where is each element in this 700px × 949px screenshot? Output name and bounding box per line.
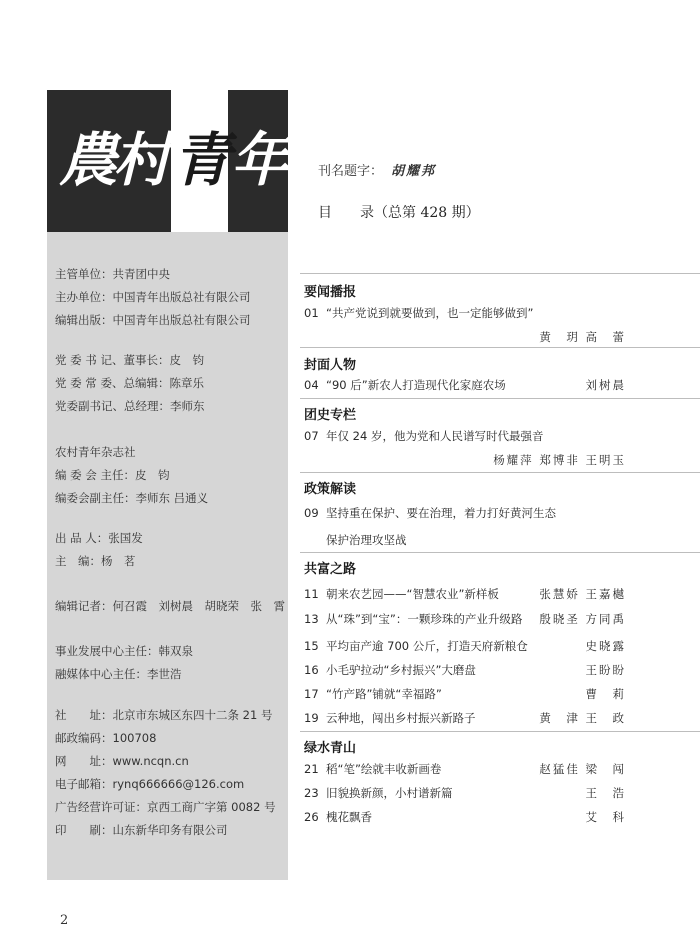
info-line: 编辑记者：何召霞 刘树晨 胡晓荣 张 霄 (55, 599, 285, 613)
entry-page: 26 (304, 810, 319, 824)
section-divider (300, 552, 700, 553)
toc-entry[interactable] (304, 638, 528, 654)
info-line: 党委副书记、总经理：李师东 (55, 399, 205, 413)
masthead-char-2: 村 (113, 126, 172, 194)
toc-entry[interactable] (304, 662, 476, 678)
toc-entry[interactable] (304, 586, 499, 602)
info-line: 编辑出版：中国青年出版总社有限公司 (55, 313, 251, 327)
entry-title: 稻“笔”绘就丰收新画卷 (326, 762, 442, 776)
entry-page: 21 (304, 762, 319, 776)
entry-author: 黄 玥 高 蕾 (539, 330, 626, 344)
entry-page: 15 (304, 639, 319, 653)
info-line: 主办单位：中国青年出版总社有限公司 (55, 290, 251, 304)
toc-entry[interactable] (304, 305, 533, 321)
toc-entry[interactable] (304, 710, 476, 726)
entry-title: 平均亩产逾 700 公斤，打造天府新粮仓 (326, 639, 528, 653)
section-divider (300, 472, 700, 473)
toc-heading-left: 目 (318, 205, 332, 221)
entry-page: 01 (304, 306, 319, 320)
info-line: 编 委 会 主任：皮 钧 (55, 468, 170, 482)
info-line: 网 址：www.ncqn.cn (55, 754, 189, 768)
section-title: 共富之路 (304, 562, 357, 577)
toc-entry[interactable] (304, 761, 441, 777)
toc-entry[interactable] (304, 785, 453, 801)
entry-title: 坚持重在保护、要在治理，着力打好黄河生态 (326, 506, 556, 520)
entry-page: 11 (304, 587, 319, 601)
info-line: 印 刷：山东新华印务有限公司 (55, 823, 228, 837)
entry-author: 殷晓圣 方同禹 (539, 612, 626, 626)
masthead-char-4: 年 (231, 126, 290, 194)
entry-title: 云种地，闯出乡村振兴新路子 (326, 711, 476, 725)
section-divider (300, 731, 700, 732)
info-line: 社 址：北京市东城区东四十二条 21 号 (55, 708, 273, 722)
section-divider (300, 347, 700, 348)
entry-title: 从“珠”到“宝”：一颗珍珠的产业升级路 (326, 612, 523, 626)
toc-entry[interactable] (304, 611, 522, 627)
section-divider (300, 398, 700, 399)
entry-author: 王 浩 (585, 786, 626, 800)
info-line: 党 委 常 委、总编辑：陈章乐 (55, 376, 204, 390)
entry-title: 小毛驴拉动“乡村振兴”大磨盘 (326, 663, 476, 677)
masthead-char-3: 青 (173, 126, 232, 194)
toc-entry[interactable] (304, 505, 556, 521)
info-line: 主 编：杨 茗 (55, 554, 136, 568)
entry-author: 史晓露 (585, 639, 626, 653)
entry-page: 23 (304, 786, 319, 800)
entry-title-continued: 保护治理攻坚战 (326, 533, 407, 547)
section-title: 绿水青山 (304, 741, 357, 756)
entry-page: 17 (304, 687, 319, 701)
section-title: 封面人物 (304, 358, 357, 373)
entry-author: 杨耀萍 郑博非 王明玉 (493, 453, 626, 467)
info-line: 农村青年杂志社 (55, 445, 136, 459)
entry-author: 曹 莉 (585, 687, 626, 701)
entry-author: 张慧娇 王嘉樾 (539, 587, 626, 601)
section-divider (300, 273, 700, 274)
section-title: 要闻播报 (304, 285, 357, 300)
entry-page: 04 (304, 378, 319, 392)
entry-author: 黄 津 王 政 (539, 711, 626, 725)
info-line: 融媒体中心主任：李世浩 (55, 667, 182, 681)
toc-entry[interactable] (304, 428, 543, 444)
info-line: 事业发展中心主任：韩双泉 (55, 644, 193, 658)
section-title: 政策解读 (304, 482, 357, 497)
calligraphy-signature: 胡耀邦 (391, 164, 437, 179)
info-line: 邮政编码：100708 (55, 731, 157, 745)
page-number: 2 (60, 913, 69, 928)
toc-heading (318, 202, 480, 222)
toc-entry[interactable] (304, 686, 442, 702)
masthead-info-panel (47, 232, 288, 880)
entry-author: 刘树晨 (585, 378, 626, 392)
entry-author: 王盼盼 (585, 663, 626, 677)
entry-page: 09 (304, 506, 319, 520)
info-line: 广告经营许可证：京西工商广字第 0082 号 (55, 800, 276, 814)
entry-page: 13 (304, 612, 319, 626)
toc-entry[interactable] (304, 809, 372, 825)
masthead-char-1: 農 (59, 126, 118, 194)
info-line: 电子邮箱：rynq666666@126.com (55, 777, 245, 791)
entry-title: 年仅 24 岁，他为党和人民谱写时代最强音 (326, 429, 544, 443)
info-line: 编委会副主任：李师东 吕通义 (55, 491, 209, 505)
entry-title: 槐花飘香 (326, 810, 372, 824)
entry-page: 16 (304, 663, 319, 677)
entry-title: “90 后”新农人打造现代化家庭农场 (326, 378, 506, 392)
section-title: 团史专栏 (304, 408, 357, 423)
entry-title: 旧貌换新颜，小村谱新篇 (326, 786, 453, 800)
entry-author: 赵猛佳 梁 闯 (539, 762, 626, 776)
info-line: 出 品 人：张国发 (55, 531, 143, 545)
title-calligraphy-credit (318, 160, 436, 179)
entry-title: “竹产路”铺就“幸福路” (326, 687, 442, 701)
entry-page: 07 (304, 429, 319, 443)
masthead-logo (47, 90, 288, 232)
entry-page: 19 (304, 711, 319, 725)
calligraphy-label: 刊名题字： (318, 164, 384, 179)
entry-author: 艾 科 (585, 810, 626, 824)
toc-entry[interactable] (304, 377, 506, 393)
entry-title: “共产党说到就要做到，也一定能够做到” (326, 306, 534, 320)
info-line: 党 委 书 记、董事长：皮 钧 (55, 353, 204, 367)
info-line: 主管单位：共青团中央 (55, 267, 170, 281)
toc-heading-right: 录（总第 428 期） (360, 205, 480, 221)
entry-title: 朝来农艺园——“智慧农业”新样板 (326, 587, 499, 601)
